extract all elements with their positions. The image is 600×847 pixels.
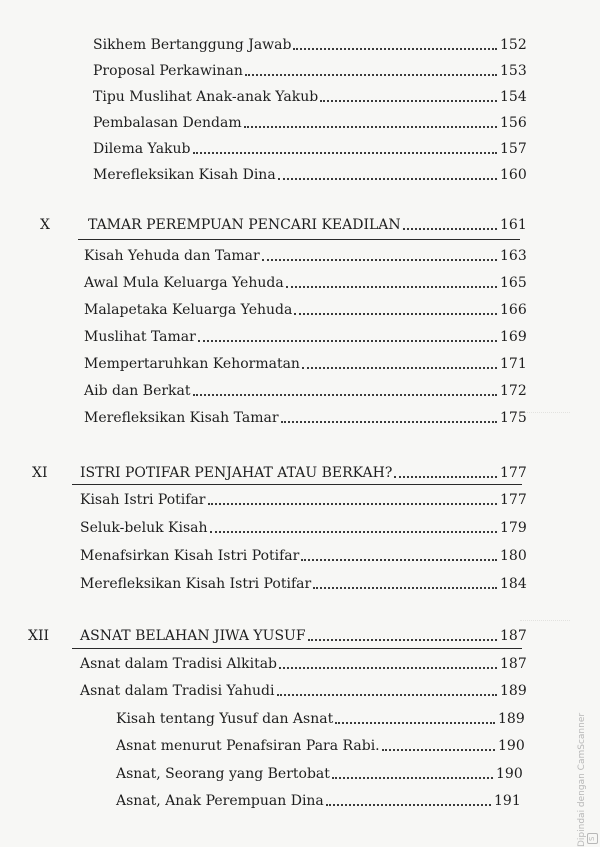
toc-entry-title: Proposal Perkawinan xyxy=(93,63,243,79)
chapter-rule xyxy=(78,239,520,240)
leader-dots xyxy=(245,73,497,76)
leader-dots xyxy=(279,666,497,669)
toc-entry-title: Pembalasan Dendam xyxy=(93,115,242,131)
toc-entry[interactable] xyxy=(84,403,528,427)
leader-dots xyxy=(394,475,497,478)
toc-entry[interactable] xyxy=(80,676,528,700)
toc-entry[interactable] xyxy=(80,569,528,593)
toc-entry-page: 189 xyxy=(498,711,525,727)
toc-entry-page: 152 xyxy=(500,37,527,53)
leader-dots xyxy=(320,99,497,102)
leader-dots xyxy=(294,312,497,315)
chapter-heading[interactable] xyxy=(80,621,528,645)
toc-entry-title: Seluk-beluk Kisah xyxy=(80,520,208,536)
toc-entry-title: Malapetaka Keluarga Yehuda xyxy=(84,302,293,318)
chapter-title: TAMAR PEREMPUAN PENCARI KEADILAN xyxy=(88,217,401,233)
chapter-page: 177 xyxy=(500,465,527,481)
toc-entry-page: 166 xyxy=(500,302,527,318)
toc-entry-page: 169 xyxy=(500,329,527,345)
leader-dots xyxy=(278,177,497,180)
toc-entry[interactable] xyxy=(84,268,528,292)
chapter-number: XII xyxy=(28,628,50,644)
toc-entry-title: Asnat menurut Penafsiran Para Rabi. xyxy=(116,738,380,754)
toc-entry-title: Aib dan Berkat xyxy=(84,383,191,399)
toc-entry[interactable] xyxy=(84,241,528,265)
chapter-title: ISTRI POTIFAR PENJAHAT ATAU BERKAH? xyxy=(80,465,393,481)
toc-entry[interactable] xyxy=(93,134,528,158)
toc-entry-title: Sikhem Bertanggung Jawab xyxy=(93,37,292,53)
scanner-watermark xyxy=(577,700,598,847)
toc-entry-page: 189 xyxy=(500,683,527,699)
leader-dots xyxy=(403,227,497,230)
toc-entry-page: 175 xyxy=(500,410,527,426)
chapter-heading[interactable] xyxy=(88,210,528,234)
leader-dots xyxy=(332,776,493,779)
toc-entry-page: 190 xyxy=(496,766,523,782)
toc-entry[interactable] xyxy=(80,541,528,565)
toc-entry-page: 184 xyxy=(500,576,527,592)
toc-subentry[interactable] xyxy=(116,704,526,728)
toc-entry-title: Asnat, Seorang yang Bertobat xyxy=(116,766,330,782)
toc-entry-page: 165 xyxy=(500,275,527,291)
chapter-number: X xyxy=(40,217,50,233)
leader-dots xyxy=(301,558,497,561)
toc-entry-page: 190 xyxy=(498,738,525,754)
toc-entry-page: 157 xyxy=(500,141,527,157)
toc-entry[interactable] xyxy=(93,82,528,106)
toc-entry[interactable] xyxy=(80,649,528,673)
watermark-text: Dipindai dengan CamScanner xyxy=(577,712,587,847)
toc-entry[interactable] xyxy=(84,349,528,373)
toc-entry-title: Tipu Muslihat Anak-anak Yakub xyxy=(93,89,319,105)
toc-entry-page: 154 xyxy=(500,89,527,105)
toc-entry-title: Asnat, Anak Perempuan Dina xyxy=(116,793,324,809)
chapter-page: 161 xyxy=(500,217,527,233)
toc-entry-title: Menafsirkan Kisah Istri Potifar xyxy=(80,548,300,564)
toc-entry-page: 187 xyxy=(500,656,527,672)
toc-entry-page: 171 xyxy=(500,356,527,372)
toc-entry-page: 177 xyxy=(500,492,527,508)
toc-entry-title: Merefleksikan Kisah Dina xyxy=(93,167,276,183)
leader-dots xyxy=(244,125,497,128)
leader-dots xyxy=(262,258,497,261)
toc-subentry[interactable] xyxy=(116,786,522,810)
chapter-title: ASNAT BELAHAN JIWA YUSUF xyxy=(80,628,306,644)
toc-entry-page: 163 xyxy=(500,248,527,264)
chapter-page: 187 xyxy=(500,628,527,644)
toc-entry-title: Kisah Istri Potifar xyxy=(80,492,206,508)
leader-dots xyxy=(313,586,497,589)
toc-entry-page: 172 xyxy=(500,383,527,399)
toc-entry[interactable] xyxy=(80,513,528,537)
toc-entry-page: 160 xyxy=(500,167,527,183)
toc-entry[interactable] xyxy=(93,30,528,54)
toc-entry-title: Asnat dalam Tradisi Yahudi xyxy=(80,683,275,699)
chapter-number: XI xyxy=(32,465,48,481)
toc-entry-page: 180 xyxy=(500,548,527,564)
toc-entry-title: Dilema Yakub xyxy=(93,141,191,157)
toc-entry-title: Muslihat Tamar xyxy=(84,329,196,345)
toc-entry-page: 156 xyxy=(500,115,527,131)
toc-entry[interactable] xyxy=(84,322,528,346)
leader-dots xyxy=(193,151,497,154)
toc-subentry[interactable] xyxy=(116,759,524,783)
toc-entry[interactable] xyxy=(84,295,528,319)
leader-dots xyxy=(302,366,497,369)
toc-entry-title: Asnat dalam Tradisi Alkitab xyxy=(80,656,278,672)
toc-entry-page: 179 xyxy=(500,520,527,536)
toc-entry-title: Merefleksikan Kisah Tamar xyxy=(84,410,279,426)
toc-entry-page: 191 xyxy=(494,793,521,809)
leader-dots xyxy=(335,721,495,724)
toc-entry[interactable] xyxy=(93,160,528,184)
toc-entry[interactable] xyxy=(84,376,528,400)
leader-dots xyxy=(308,638,497,641)
leader-dots xyxy=(286,285,497,288)
leader-dots xyxy=(193,393,498,396)
leader-dots xyxy=(293,47,497,50)
toc-entry[interactable] xyxy=(93,56,528,80)
toc-entry-page: 153 xyxy=(500,63,527,79)
toc-entry-title: Awal Mula Keluarga Yehuda xyxy=(84,275,284,291)
chapter-heading[interactable] xyxy=(80,458,528,482)
toc-entry-title: Kisah tentang Yusuf dan Asnat xyxy=(116,711,334,727)
toc-subentry[interactable] xyxy=(116,731,526,755)
leader-dots xyxy=(208,502,497,505)
toc-entry[interactable] xyxy=(93,108,528,132)
leader-dots xyxy=(382,748,495,751)
toc-entry-title: Kisah Yehuda dan Tamar xyxy=(84,248,260,264)
leader-dots xyxy=(277,693,498,696)
leader-dots xyxy=(210,530,498,533)
leader-dots xyxy=(326,803,491,806)
toc-entry[interactable] xyxy=(80,485,528,509)
leader-dots xyxy=(281,420,497,423)
camscanner-logo-icon: S xyxy=(587,833,598,844)
leader-dots xyxy=(198,339,497,342)
toc-entry-title: Mempertaruhkan Kehormatan xyxy=(84,356,300,372)
toc-entry-title: Merefleksikan Kisah Istri Potifar xyxy=(80,576,312,592)
